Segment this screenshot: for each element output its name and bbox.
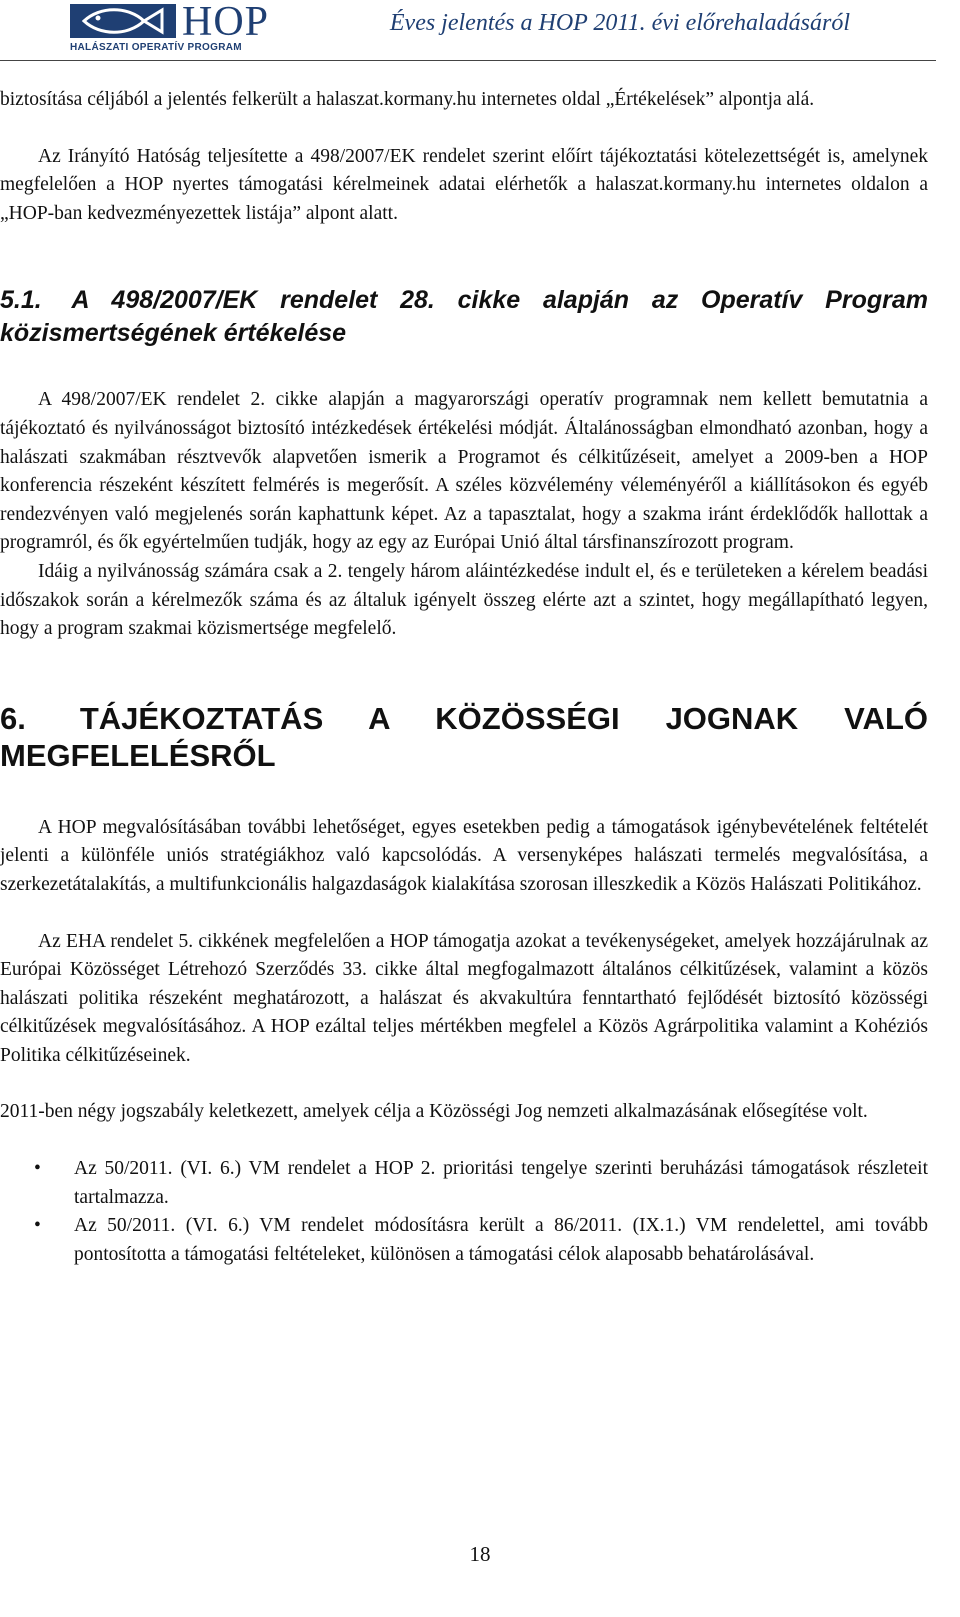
running-title: Éves jelentés a HOP 2011. évi előrehaladásáról bbox=[389, 10, 850, 36]
paragraph: 2011-ben négy jogszabály keletkezett, amelyek célja a Közösségi Jog nemzeti alkalmazásának elősegítése volt. bbox=[0, 1101, 868, 1123]
logo-subtitle: HALÁSZATI OPERATÍV PROGRAM bbox=[70, 42, 242, 53]
logo-text: HOP bbox=[182, 0, 270, 45]
regulation-list bbox=[0, 1155, 928, 1269]
page-number: 18 bbox=[469, 1542, 491, 1566]
bullet-icon: • bbox=[34, 1215, 41, 1237]
list-item bbox=[0, 1155, 928, 1212]
list-item bbox=[0, 1212, 928, 1269]
paragraph: Idáig a nyilvánosság számára csak a 2. tengely három aláintézkedése indult el, és e területeken a kérelem beadási időszakok során a kérelmezők száma és az általuk igényelt összeg elérte azt a szintet, hogy megállapítható legyen, hogy a program szakmai közismertsége megfelelő. bbox=[0, 560, 928, 640]
paragraph: Az Irányító Hatóság teljesítette a 498/2007/EK rendelet szerint előírt tájékoztatási kötelezettségét is, amelynek megfelelően a HOP nyertes támogatási kérelmeinek adatai elérhetők a halaszat.kormany.hu internetes oldalon a „HOP-ban kedvezményezettek listája” alpont alatt. bbox=[0, 145, 928, 224]
document-body bbox=[0, 86, 928, 1269]
chapter-title: TÁJÉKOZTATÁS A KÖZÖSSÉGI JOGNAK VALÓ MEGFELELÉSRŐL bbox=[0, 700, 928, 773]
section-number: 5.1. bbox=[0, 286, 42, 315]
hop-logo bbox=[70, 0, 270, 53]
paragraph: biztosítása céljából a jelentés felkerült a halaszat.kormany.hu internetes oldal „Értékelések” alpontja alá. bbox=[0, 89, 815, 110]
header-divider bbox=[0, 60, 936, 61]
paragraph: A 498/2007/EK rendelet 2. cikke alapján a magyarországi operatív programnak nem kellett bemutatnia a tájékoztató és nyilvánosságot biztosító intézkedések értékelési módját. Általánosságban elmondható azonban, hogy a halászati szakmában résztvevők alapvetően ismerik a Programot és célkitűzéseit, amelyet a 2009-ben a HOP konferencia részeként készített felmérés is megerősít. A széles közvélemény véleményéről a kiállításokon és egyéb rendezvényen való megjelenés során kaphattunk képet. Az a tapasztalat, hogy a szakma iránt érdeklődők hallottak a programról, és ők egyértelműen tudják, hogy az egy az Európai Unió által társfinanszírozott program. bbox=[0, 389, 928, 554]
paragraph: A HOP megvalósításában további lehetőséget, egyes esetekben pedig a támogatások igénybevételének feltételét jelenti a különféle uniós stratégiákhoz való kapcsolódás. A versenyképes halászati termelés megvalósítása, a szerkezetátalakítás, a multifunkcionális halgazdaságok kialakítása szorosan illeszkedik a Közös Halászati Politikához. bbox=[0, 816, 928, 895]
list-item-text: Az 50/2011. (VI. 6.) VM rendelet a HOP 2. prioritási tengelye szerinti beruházási támogatások részleteit tartalmazza. bbox=[74, 1158, 928, 1208]
section-heading-5-1 bbox=[0, 284, 928, 350]
fish-logo-icon bbox=[70, 2, 182, 42]
bullet-icon: • bbox=[34, 1158, 41, 1180]
paragraph: Az EHA rendelet 5. cikkének megfelelően a HOP támogatja azokat a tevékenységeket, amelyek hozzájárulnak az Európai Közösséget Létrehozó Szerződés 33. cikke által megfogalmazott általános célkitűzések, valamint a közös halászati politika részeként meghatározott, a halászat és akvakultúra fenntartható fejlődését biztosító közösségi célkitűzések megvalósításához. A HOP ezáltal teljes mértékben megfelel a Közös Agrárpolitika valamint a Kohéziós Politika célkitűzéseinek. bbox=[0, 930, 928, 1066]
section-title: A 498/2007/EK rendelet 28. cikke alapján az Operatív Program közismertségének értékelése bbox=[0, 286, 928, 348]
list-item-text: Az 50/2011. (VI. 6.) VM rendelet módosításra került a 86/2011. (IX.1.) VM rendelettel, ami tovább pontosította a támogatási feltételeket, különösen a támogatási célok alaposabb behatárolásával. bbox=[74, 1215, 928, 1265]
chapter-heading-6 bbox=[0, 700, 928, 774]
chapter-number: 6. bbox=[0, 700, 26, 736]
page-header bbox=[0, 0, 960, 60]
